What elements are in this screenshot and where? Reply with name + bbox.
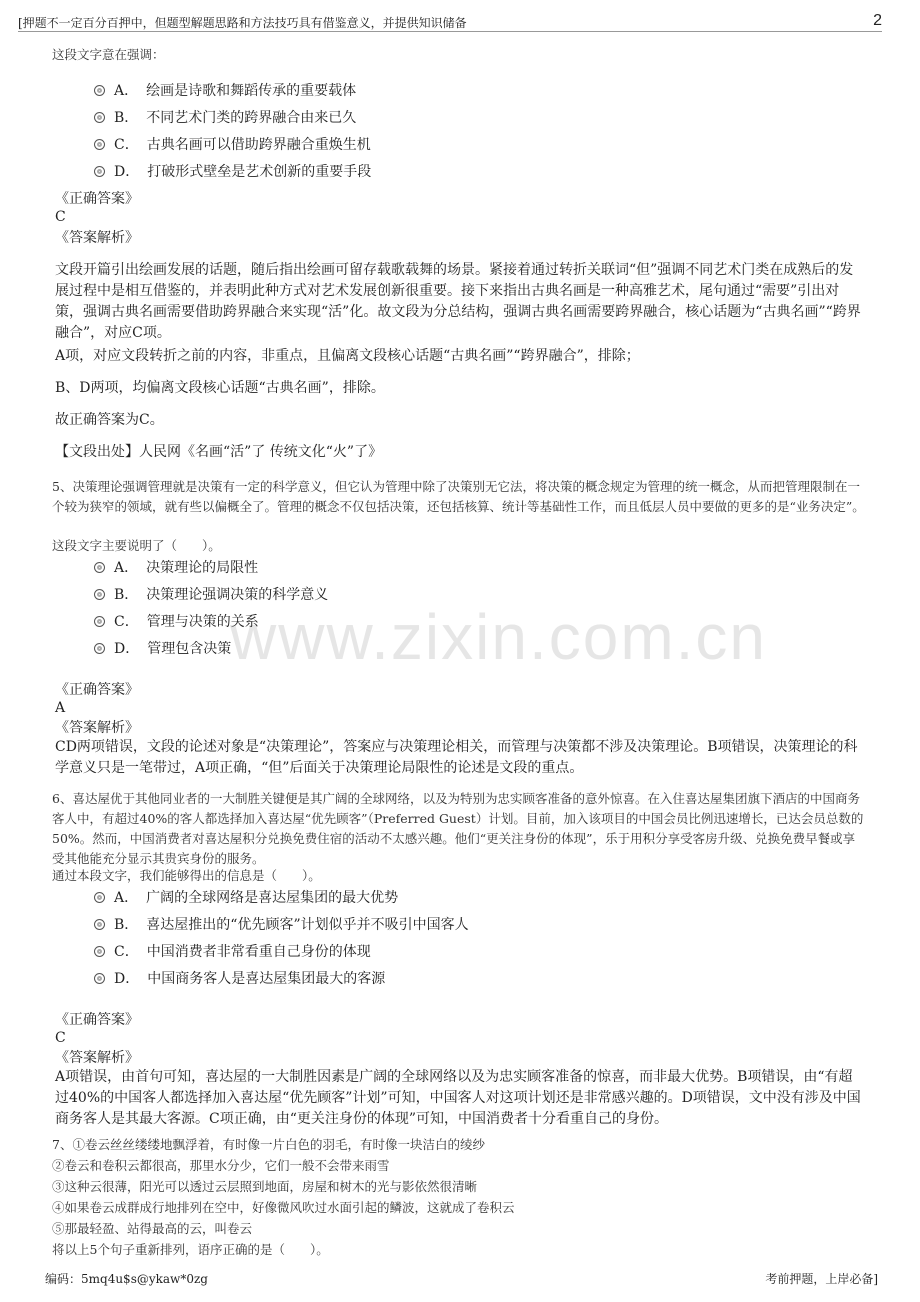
radio-icon[interactable]: [94, 892, 105, 903]
q4-answer: C: [55, 209, 66, 225]
q4-option-d[interactable]: D． 打破形式壁垒是艺术创新的重要手段: [94, 161, 371, 181]
q7-line-1: 7、①卷云丝丝缕缕地飘浮着，有时像一片白色的羽毛，有时像一块洁白的绫纱: [52, 1137, 485, 1152]
q4-option-a[interactable]: A． 绘画是诗歌和舞蹈传承的重要载体: [94, 80, 356, 100]
q6-analysis-label: 《答案解析》: [55, 1050, 139, 1066]
q4-stem-tail: 这段文字意在强调：: [52, 47, 165, 62]
watermark: www.zixin.com.cn: [230, 601, 767, 673]
q6-answer-label: 《正确答案》: [55, 1012, 139, 1028]
q7-line-3: ③这种云很薄，阳光可以透过云层照到地面，房屋和树木的光与影依然很清晰: [52, 1179, 478, 1194]
footer-code: 编码：5mq4u$s@ykaw*0zg: [45, 1272, 208, 1286]
q7-line-5: ⑤那最轻盈、站得最高的云，叫卷云: [52, 1221, 253, 1236]
page-number: 2: [873, 12, 882, 29]
radio-icon[interactable]: [94, 919, 105, 930]
radio-icon[interactable]: [94, 562, 105, 573]
q4-option-c[interactable]: C． 古典名画可以借助跨界融合重焕生机: [94, 134, 371, 154]
q6-analysis: A项错误，由首句可知，喜达屋的一大制胜因素是广阔的全球网络以及为忠实顾客准备的惊喜，而非最大优势。B项错误，由“有超过40%的中国客人都选择加入喜达屋“优先顾客”计划”可知，中国客人对这项计划还是非常感兴趣的。D项错误，文中没有涉及中国商务客人是其最大客源。C项正确，由“更关注身份的体现”可知，中国消费者十分看重自己的身份。: [55, 1069, 861, 1127]
q6-option-d[interactable]: D． 中国商务客人是喜达屋集团最大的客源: [94, 968, 385, 988]
q5-option-d[interactable]: D． 管理包含决策: [94, 638, 231, 658]
radio-icon[interactable]: [94, 166, 105, 177]
q7-line-2: ②卷云和卷积云都很高，那里水分少，它们一般不会带来雨雪: [52, 1158, 390, 1173]
q4-analysis-para-2: A项，对应文段转折之前的内容，非重点，且偏离文段核心话题“古典名画”“跨界融合”，排除；: [55, 348, 640, 364]
q5-analysis-label: 《答案解析》: [55, 720, 139, 736]
q5-option-c[interactable]: C． 管理与决策的关系: [94, 611, 259, 631]
footer-slogan: 考前押题，上岸必备]: [765, 1272, 878, 1286]
q4-analysis-para-3: B、D两项，均偏离文段核心话题“古典名画”，排除。: [55, 380, 385, 396]
radio-icon[interactable]: [94, 112, 105, 123]
q4-option-b[interactable]: B． 不同艺术门类的跨界融合由来已久: [94, 107, 356, 127]
q4-analysis-label: 《答案解析》: [55, 230, 139, 246]
q5-analysis: CD两项错误，文段的论述对象是“决策理论”，答案应与决策理论相关，而管理与决策都不涉及决策理论。B项错误，决策理论的科学意义只是一笔带过，A项正确，“但”后面关于决策理论局限性的论述是文段的重点。: [55, 739, 858, 776]
radio-icon[interactable]: [94, 85, 105, 96]
q6-answer: C: [55, 1030, 66, 1046]
radio-icon[interactable]: [94, 616, 105, 627]
q6-option-a[interactable]: A． 广阔的全球网络是喜达屋集团的最大优势: [94, 887, 398, 907]
q5-answer-label: 《正确答案》: [55, 682, 139, 698]
q4-source: 【文段出处】人民网《名画“活”了 传统文化“火”了》: [55, 444, 383, 460]
q5-option-b[interactable]: B． 决策理论强调决策的科学意义: [94, 584, 328, 604]
q5-question: 这段文字主要说明了（ ）。: [52, 538, 221, 553]
q4-answer-label: 《正确答案》: [55, 191, 139, 207]
q6-option-b[interactable]: B． 喜达屋推出的“优先顾客”计划似乎并不吸引中国客人: [94, 914, 469, 934]
q4-analysis-para-1: 文段开篇引出绘画发展的话题，随后指出绘画可留存载歌载舞的场景。紧接着通过转折关联词“但”强调不同艺术门类在成熟后的发展过程中是相互借鉴的，并表明此种方式对艺术发展创新很重要。接下来指出古典名画是一种高雅艺术，尾句通过“需要”引出对策，强调古典名画需要借助跨界融合来实现“活”化。故文段为分总结构，强调古典名画需要跨界融合，核心话题为“古典名画”“跨界融合”，对应C项。: [55, 262, 861, 341]
q6-option-c[interactable]: C． 中国消费者非常看重自己身份的体现: [94, 941, 371, 961]
q5-stem: 5、决策理论强调管理就是决策有一定的科学意义，但它认为管理中除了决策别无它法，将决策的概念规定为管理的统一概念，从而把管理限制在一个较为狭窄的领域，就有些以偏概全了。管理的概念不仅包括决策，还包括核算、统计等基础性工作，而且低层人员中要做的更多的是“业务决定”。: [52, 479, 865, 514]
q5-answer: A: [55, 700, 66, 716]
page-header: [18, 12, 882, 32]
radio-icon[interactable]: [94, 643, 105, 654]
q5-option-a[interactable]: A． 决策理论的局限性: [94, 557, 258, 577]
q7-question: 将以上5个句子重新排列，语序正确的是（ ）。: [52, 1242, 329, 1257]
radio-icon[interactable]: [94, 973, 105, 984]
radio-icon[interactable]: [94, 946, 105, 957]
radio-icon[interactable]: [94, 139, 105, 150]
q6-stem: 6、喜达屋优于其他同业者的一大制胜关键便是其广阔的全球网络，以及为特别为忠实顾客准备的意外惊喜。在入住喜达屋集团旗下酒店的中国商务客人中，有超过40%的客人都选择加入喜达屋“优先顾客”（Preferred Guest）计划。目前，加入该项目的中国会员比例迅速增长，已达会员总数的50%。然而，中国消费者对喜达屋积分兑换免费住宿的活动不太感兴趣。他们“更关注身份的体现”，乐于用积分享受客房升级、兑换免费早餐或享受其他能充分显示其贵宾身份的服务。: [52, 791, 864, 866]
header-title: [押题不一定百分百押中，但题型解题思路和方法技巧具有借鉴意义，并提供知识储备: [18, 16, 467, 30]
radio-icon[interactable]: [94, 589, 105, 600]
q4-analysis-para-4: 故正确答案为C。: [55, 412, 164, 428]
q6-question: 通过本段文字，我们能够得出的信息是（ ）。: [52, 868, 321, 883]
q7-line-4: ④如果卷云成群成行地排列在空中，好像微风吹过水面引起的鳞波，这就成了卷积云: [52, 1200, 515, 1215]
